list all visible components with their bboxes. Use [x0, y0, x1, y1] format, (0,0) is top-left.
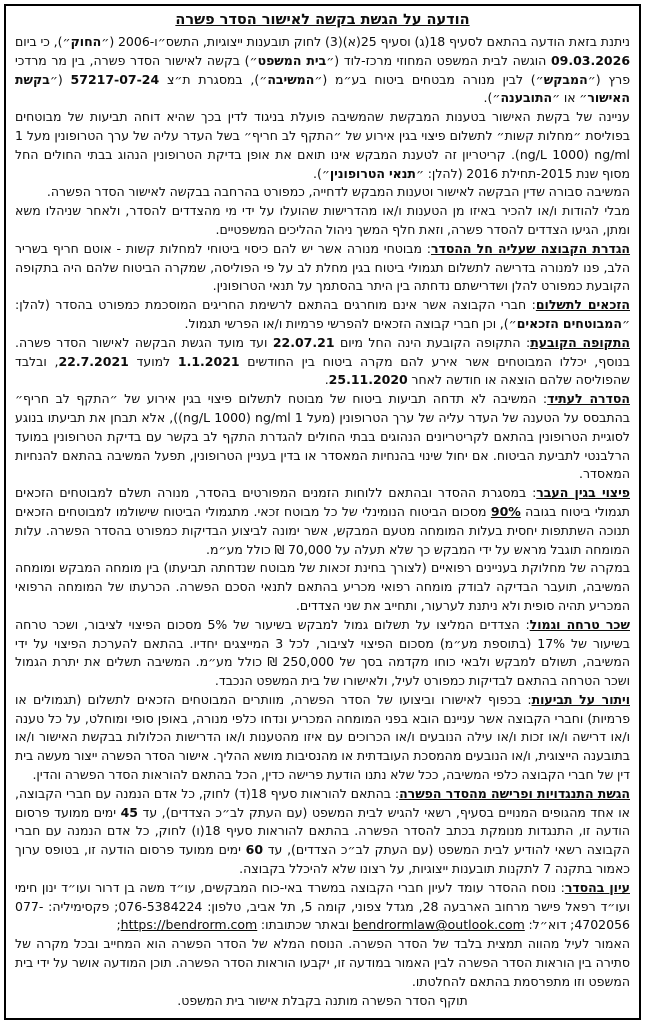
- section-heading: עיון בהסדר: [564, 879, 630, 895]
- future-regulation-paragraph: [15, 390, 630, 484]
- text-segment: למועד: [128, 353, 178, 369]
- emphasized-term: 45: [120, 804, 139, 820]
- summary-disclaimer-paragraph: [15, 935, 630, 991]
- section-heading: הגדרת הקבוצה שעליה חל ההסדר: [430, 240, 631, 256]
- validity-paragraph: [15, 992, 630, 1011]
- objections-paragraph: [15, 785, 630, 879]
- text-segment: עניינה של בקשת האישור בטענות המבקשת שהמשיבה פועלת בניגוד לדין בכך שהיא דוחה תביעות של מבוטחים בפוליסת ״מחלות קשות״ לתשלום פיצוי בגין אירוע של ״התקף לב חריף״ בשל העדר עליה של ערך הטרופונין מעל 1 ng/ml‏ (1000 ng/L). קריטריון זה לטענת המבקש אינו תואם את אופן בדיקת הטרופונין הנהוג בבתי החולים החל מסוף שנת 2015-תחילת 2016 (להלן: ״: [15, 109, 630, 181]
- text-segment: ;: [116, 917, 121, 933]
- notice-border-frame: [4, 4, 641, 1020]
- emphasized-term: 25.11.2020: [328, 372, 408, 388]
- section-heading: שכר טרחה וגמול: [529, 616, 630, 632]
- text-segment: ועד מועד הגשת הבקשה לאישור הסדר פשרה. בנוסף, יכללו המבוטחים אשר אירע להם מקרה ביטוח בין החודשים: [15, 334, 631, 369]
- emphasized-term: החוק: [70, 34, 102, 49]
- text-segment: מסכום הביטוח הנומינלי של כל מבוטח זכאי. מתגמולי הביטוח שישולמו למבוטחים הזכאים תנוכה השתתפות יחסית בעלות המומחה מטעם המבקש, אשר ימונה לביצוע הבדיקות כמפורט בהסדר הפשרה. עלות המומחה תוגבל מראש על ידי המבקש כך שלא תעלה על 70,000 ₪ כולל מע״מ.: [15, 503, 630, 557]
- no-admission-paragraph: [15, 202, 630, 240]
- text-segment: : התקופה הקובעת הינה החל מיום: [334, 334, 531, 350]
- text-segment: המשיבה סבורה שדין הבקשה לאישור וטענות המבקש לדחייה, כמפורט בהרחבה בבקשה לאישור הסדר הפשרה.: [46, 184, 630, 200]
- section-heading: ויתור על תביעות: [531, 691, 630, 707]
- text-segment: ״).: [483, 90, 501, 106]
- text-segment: , ובלבד שהפוליסה שלהם הוצאה או חודשה לאחר: [15, 353, 630, 388]
- section-heading: פיצוי בגין העבר: [536, 485, 630, 501]
- text-segment: : נוסח ההסדר עומד לעיון חברי הקבוצה במשרד באי-כוח המבקשים, עו״ד משה בן דרור ועו״ד ינון חימי ועו״ד רפאל פישר מרחוב הארבעה 28, מגדל צפוני, קומה 5, תל אביב, טלפון: 076-5384224; פקסימיליה: 077-4702056; דוא״ל:: [15, 879, 630, 933]
- text-segment: הוגשה לבית המשפט המחוזי מרכז-לוד (״: [326, 52, 551, 68]
- section-heading: התקופה הקובעת: [530, 334, 630, 350]
- text-segment: ״) לבין מנורה מבטחים ביטוח בע״מ (״: [314, 71, 544, 87]
- text-segment: ימים ממועד פרסום הודעה זו, התנגדות מנומקת בכתב להסדר הפשרה. בהתאם להוראות סעיף 18(ו) לחוק, כל אדם הנמנה עם חברי הקבוצה רשאי להודיע לבית המשפט (עם העתק לב״כ הצדדים), עד: [15, 804, 631, 858]
- text-segment: : בכפוף לאישורו וביצועו של הסדר הפשרה, מוותרים המבוטחים הזכאים לתשלום (תגמולים או פרמיות) וחברי הקבוצה אשר עניינם הובא בפני המומחה המכריע ונדחו כלפי מנורה, באופן סופי ומוחלט, על כל טענה ו/או דרישה ו/או זכות ו/או עילה הנובעים ו/או הכרוכים עם איזו מהטענות ו/או הדרישות הכלולות בבקשת האישור ו/או בתובענה הייצוגית, ו/או הנובעים מהמסכת העובדתית או מהנסיבות מושא ההליך. אישור הסדר הפשרה ייצור מעשה בית דין של חברי הקבוצה כלפי המשיבה, ככל שלא נתנו הודעת פרישה כדין, הכל בהתאם להוראות הסדר הפשרה והדין.: [15, 691, 630, 783]
- emphasized-term: המבקש: [543, 71, 588, 87]
- website-link[interactable]: https://bendrorm.com: [120, 917, 258, 933]
- email-link[interactable]: bendrormlaw@outlook.com: [352, 917, 525, 933]
- text-segment: : בהתאם להוראות סעיף 18(ד) לחוק, כל אדם הנמנה עם חברי הקבוצה, או אחד מהגופים המנויים בסעיף, רשאי להגיש לבית המשפט (עם העתק לב״כ הצדדים), עד: [15, 785, 630, 820]
- emphasized-term: 1.1.2021: [177, 353, 240, 369]
- emphasized-term: התובענה: [500, 90, 553, 106]
- emphasized-term: 22.07.21: [272, 334, 335, 350]
- text-segment: ״ או ״: [552, 90, 588, 106]
- text-segment: ימים ממועד פרסום הודעה זו, בטופס ערוך כאמור בתקנה 7 לתקנות תובענות ייצוגיות, על רצונו שלא להיכלל בקבוצה.: [15, 842, 630, 877]
- document-body: [15, 33, 630, 1010]
- text-segment: ״), במסגרת ת״צ: [159, 71, 268, 87]
- claim-subject-paragraph: [15, 108, 630, 183]
- text-segment: : במסגרת ההסדר ובהתאם ללוחות הזמנים המפורטים בהסדר, מנורה תשלם למבוטחים הזכאים תגמולי ביטוח בגובה: [15, 485, 630, 519]
- intro-paragraph: [15, 33, 630, 108]
- section-heading: הסדרה לעתיד: [547, 391, 630, 407]
- text-segment: במקרה של מחלוקת בעניינים רפואיים (לצורך בחינת זכאות של מבוטח שנדחתה תביעתו) בין מומחה המבקש ומומחה המשיבה, תועבר הבדיקה לבודק מומחה רפואי מכריע בהתאם לתנאי הסכם הפשרה. הכרעתו של המומחה הרפואי המכריע תהיה סופית ולא ניתנת לערעור, ותחייב את שני הצדדים.: [15, 560, 630, 613]
- text-segment: ״).: [312, 165, 330, 181]
- respondent-position-paragraph: [15, 183, 630, 202]
- emphasized-term: 09.03.2026: [550, 52, 631, 68]
- text-segment: : המשיבה לא תדחה תביעות ביטוח של מבוטח לתשלום פיצוי בגין אירוע של ״התקף לב חריף״ בהתבסס על הטענה של העדר עליה של ערך הטרופונין (מעל 1 ng/ml‏ (1000 ng/L)), אלא תבחן את תביעתו בנוגע לסוגיית הטרופונין בהתאם לקריטריונים הנהוגים בבתי החולים להגדרת התקף לב בקשר עם בדיקת הטרופונין במועד הרלבנטי לתביעת הביטוח. אם יחול שינוי בהנחיות המאסדר או בדין בעניין הטרופונין, תפעל המשיבה בהתאם להנחיות המאסדר.: [15, 391, 630, 482]
- medical-dispute-paragraph: [15, 559, 630, 615]
- fees-paragraph: [15, 616, 630, 691]
- determining-period-paragraph: [15, 334, 630, 390]
- text-segment: מבלי להודות ו/או להכיר באיזו מן הטענות ו/או מהדרישות שהועלו על ידי מי מהצדדים להסדר, ולאחר שניהלו משא ומתן, הגיעו הצדדים להסדר פשרה, וזאת חלף המשך ניהול ההליכים המשפטיים.: [15, 203, 630, 237]
- text-segment: תוקף הסדר הפשרה מותנה בקבלת אישור בית המשפט.: [177, 992, 468, 1008]
- text-segment: 90%: [490, 503, 521, 519]
- section-heading: הזכאים לתשלום: [535, 297, 630, 313]
- emphasized-term: בקשת האישור: [15, 71, 630, 106]
- past-compensation-paragraph: [15, 484, 630, 559]
- text-segment: ״), כי ביום: [15, 34, 71, 49]
- text-segment: ניתנת בזאת הודעה בהתאם לסעיף 18(ג) וסעיף 25(א)(3) לחוק תובענות ייצוגיות, התשס״ו-2006 (״: [101, 34, 630, 49]
- text-segment: ובאתר שכתובתו:: [257, 917, 353, 933]
- text-segment: ״), וכן חברי קבוצה הזכאים להפרשי פרמיות ו/או הפרשי תגמול.: [184, 315, 517, 331]
- text-segment: האמור לעיל מהווה תמצית בלבד של הסדר הפשרה. הנוסח המלא של הסדר הפשרה הוא המחייב ובכל מקרה של סתירה בין הוראות הסדר הפשרה לבין האמור במודעה זו, יקבעו הוראות הסדר הפשרה. תוכן המודעה אושר על ידי בית המשפט וזו מתפרסמת בהתאם להחלטתו.: [15, 936, 630, 989]
- text-segment: (״: [49, 71, 71, 87]
- waiver-paragraph: [15, 691, 630, 785]
- emphasized-term: 22.7.2021: [58, 353, 129, 369]
- review-settlement-paragraph: [15, 879, 630, 935]
- group-definition-paragraph: [15, 240, 630, 296]
- text-segment: .: [324, 372, 329, 388]
- section-heading: הגשת התנגדויות ופרישה מהסדר הפשרה: [399, 785, 630, 801]
- emphasized-term: המשיבה: [267, 71, 315, 87]
- text-segment: : מבוטחי מנורה אשר יש להם כיסוי ביטוחי למחלות קשות - אוטם חריף בשריר הלב, פנו למנורה בדרישה לתשלום תגמולי ביטוח בגין מחלת לב על פי הפוליסה, שמקרה הביטוח שלהם היה בתקופה הקובעת כמפורט להלן ושדרישתם נדחתה בין היתר בהסתמך על תנאי הטרופונין.: [15, 240, 630, 294]
- emphasized-term: המבוטחים הזכאים: [516, 315, 622, 331]
- emphasized-term: בית המשפט: [257, 52, 327, 68]
- text-segment: ״) בקשה לאישור הסדר פשרה, בין מר מרדכי פרץ (״: [15, 52, 630, 87]
- entitled-to-payment-paragraph: [15, 296, 630, 334]
- emphasized-term: 60: [245, 842, 264, 858]
- emphasized-term: 57217-07-24: [70, 71, 160, 87]
- emphasized-term: תנאי הטרופונין: [329, 165, 416, 181]
- notice-title: הודעה על הגשת בקשה לאישור הסדר פשרה: [175, 12, 470, 28]
- text-segment: : חברי הקבוצה אשר אינם מוחרגים בהתאם לרשימת החריגים המוסכמת כמפורט בהסדר (להלן: ״: [15, 297, 630, 331]
- text-segment: : הצדדים המליצו על תשלום גמול למבקש בשיעור של 5% מסכום הפיצוי לציבור, ושכר טרחה בשיעור של 17% (בתוספת מע״מ) מסכום הפיצוי לציבור, לכל 3 המייצגים יחדיו. בהתאם להערכת הפיצוי על ידי המשיבה, תשולם למבקש ולבאי כוחו מקדמה בסך של 250,000 ₪ כולל מע״מ. המשיבה תשלים את יתרת הגמול ושכר הטרחה בהתאם לבדיקות כמפורט לעיל, ולאישורו של בית המשפט הנכבד.: [15, 616, 630, 689]
